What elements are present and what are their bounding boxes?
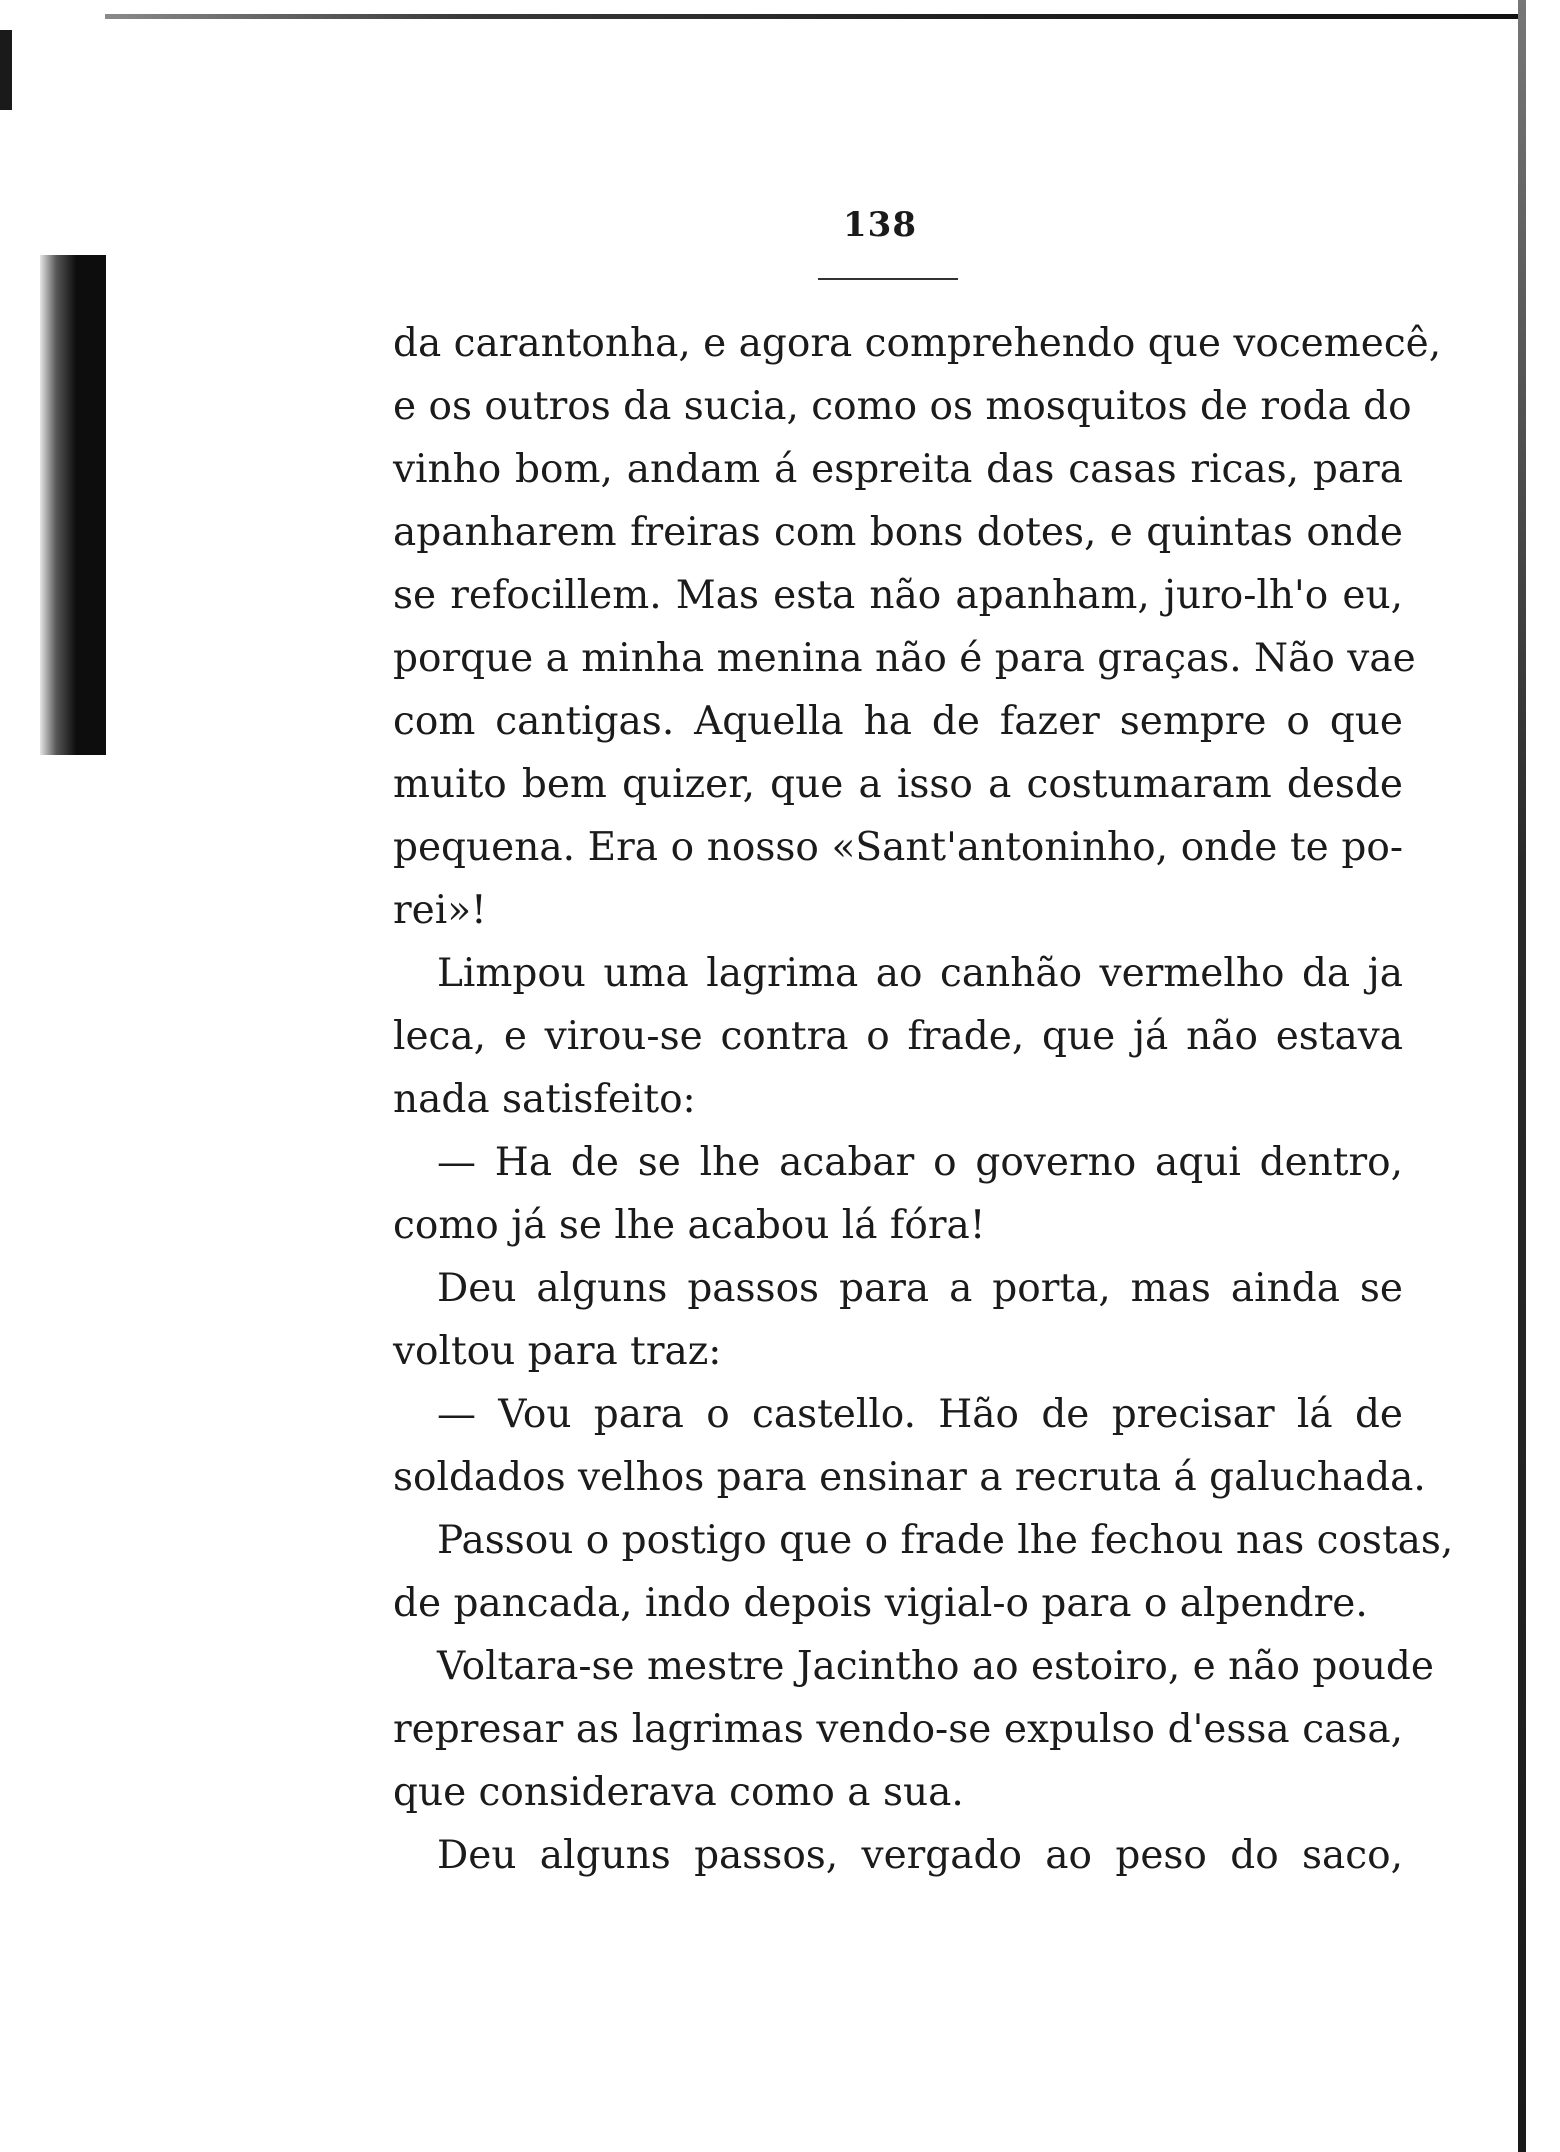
text-line: Passou o postigo que o frade lhe fechou nas costas, xyxy=(437,1518,1454,1563)
text-line: voltou para traz: xyxy=(393,1329,722,1374)
text-line: se refocillem. Mas esta não apanham, juro-lh'o eu, xyxy=(393,573,1403,618)
text-line: represar as lagrimas vendo-se expulso d'essa casa, xyxy=(393,1707,1403,1752)
text-line: de pancada, indo depois vigial-o para o alpendre. xyxy=(393,1581,1368,1626)
text-line: vinho bom, andam á espreita das casas ricas, para xyxy=(393,447,1403,492)
text-line: e os outros da sucia, como os mosquitos de roda do xyxy=(393,384,1412,429)
text-line: leca, e virou-se contra o frade, que já não estava xyxy=(393,1014,1403,1059)
text-line: como já se lhe acabou lá fóra! xyxy=(393,1203,986,1248)
text-line: — Ha de se lhe acabar o governo aqui dentro, xyxy=(437,1140,1403,1185)
scan-left-mark xyxy=(0,30,12,110)
text-line: Deu alguns passos para a porta, mas ainda se xyxy=(437,1266,1403,1311)
page-number: 138 xyxy=(843,205,917,245)
text-line: apanharem freiras com bons dotes, e quintas onde xyxy=(393,510,1403,555)
body-text xyxy=(393,312,1454,1887)
scan-right-edge xyxy=(1518,0,1526,2152)
text-line: — Vou para o castello. Hão de precisar lá de xyxy=(437,1392,1403,1437)
scan-top-edge xyxy=(105,14,1525,19)
text-line: Limpou uma lagrima ao canhão vermelho da ja xyxy=(437,951,1403,996)
text-line: muito bem quizer, que a isso a costumaram desde xyxy=(393,762,1403,807)
text-line: porque a minha menina não é para graças. Não vae xyxy=(393,636,1416,681)
text-line: pequena. Era o nosso «Sant'antoninho, onde te po- xyxy=(393,825,1403,870)
text-line: Voltara-se mestre Jacintho ao estoiro, e não poude xyxy=(437,1644,1434,1689)
text-line: que considerava como a sua. xyxy=(393,1770,964,1815)
scan-left-shadow xyxy=(40,255,106,755)
text-line: rei»! xyxy=(393,888,487,933)
text-line: soldados velhos para ensinar a recruta á galuchada. xyxy=(393,1455,1426,1500)
page-number-rule xyxy=(818,278,958,280)
text-line: com cantigas. Aquella ha de fazer sempre o que xyxy=(393,699,1403,744)
text-line: da carantonha, e agora comprehendo que vocemecê, xyxy=(393,321,1442,366)
text-line: nada satisfeito: xyxy=(393,1077,696,1122)
text-line: Deu alguns passos, vergado ao peso do saco, xyxy=(437,1833,1403,1878)
